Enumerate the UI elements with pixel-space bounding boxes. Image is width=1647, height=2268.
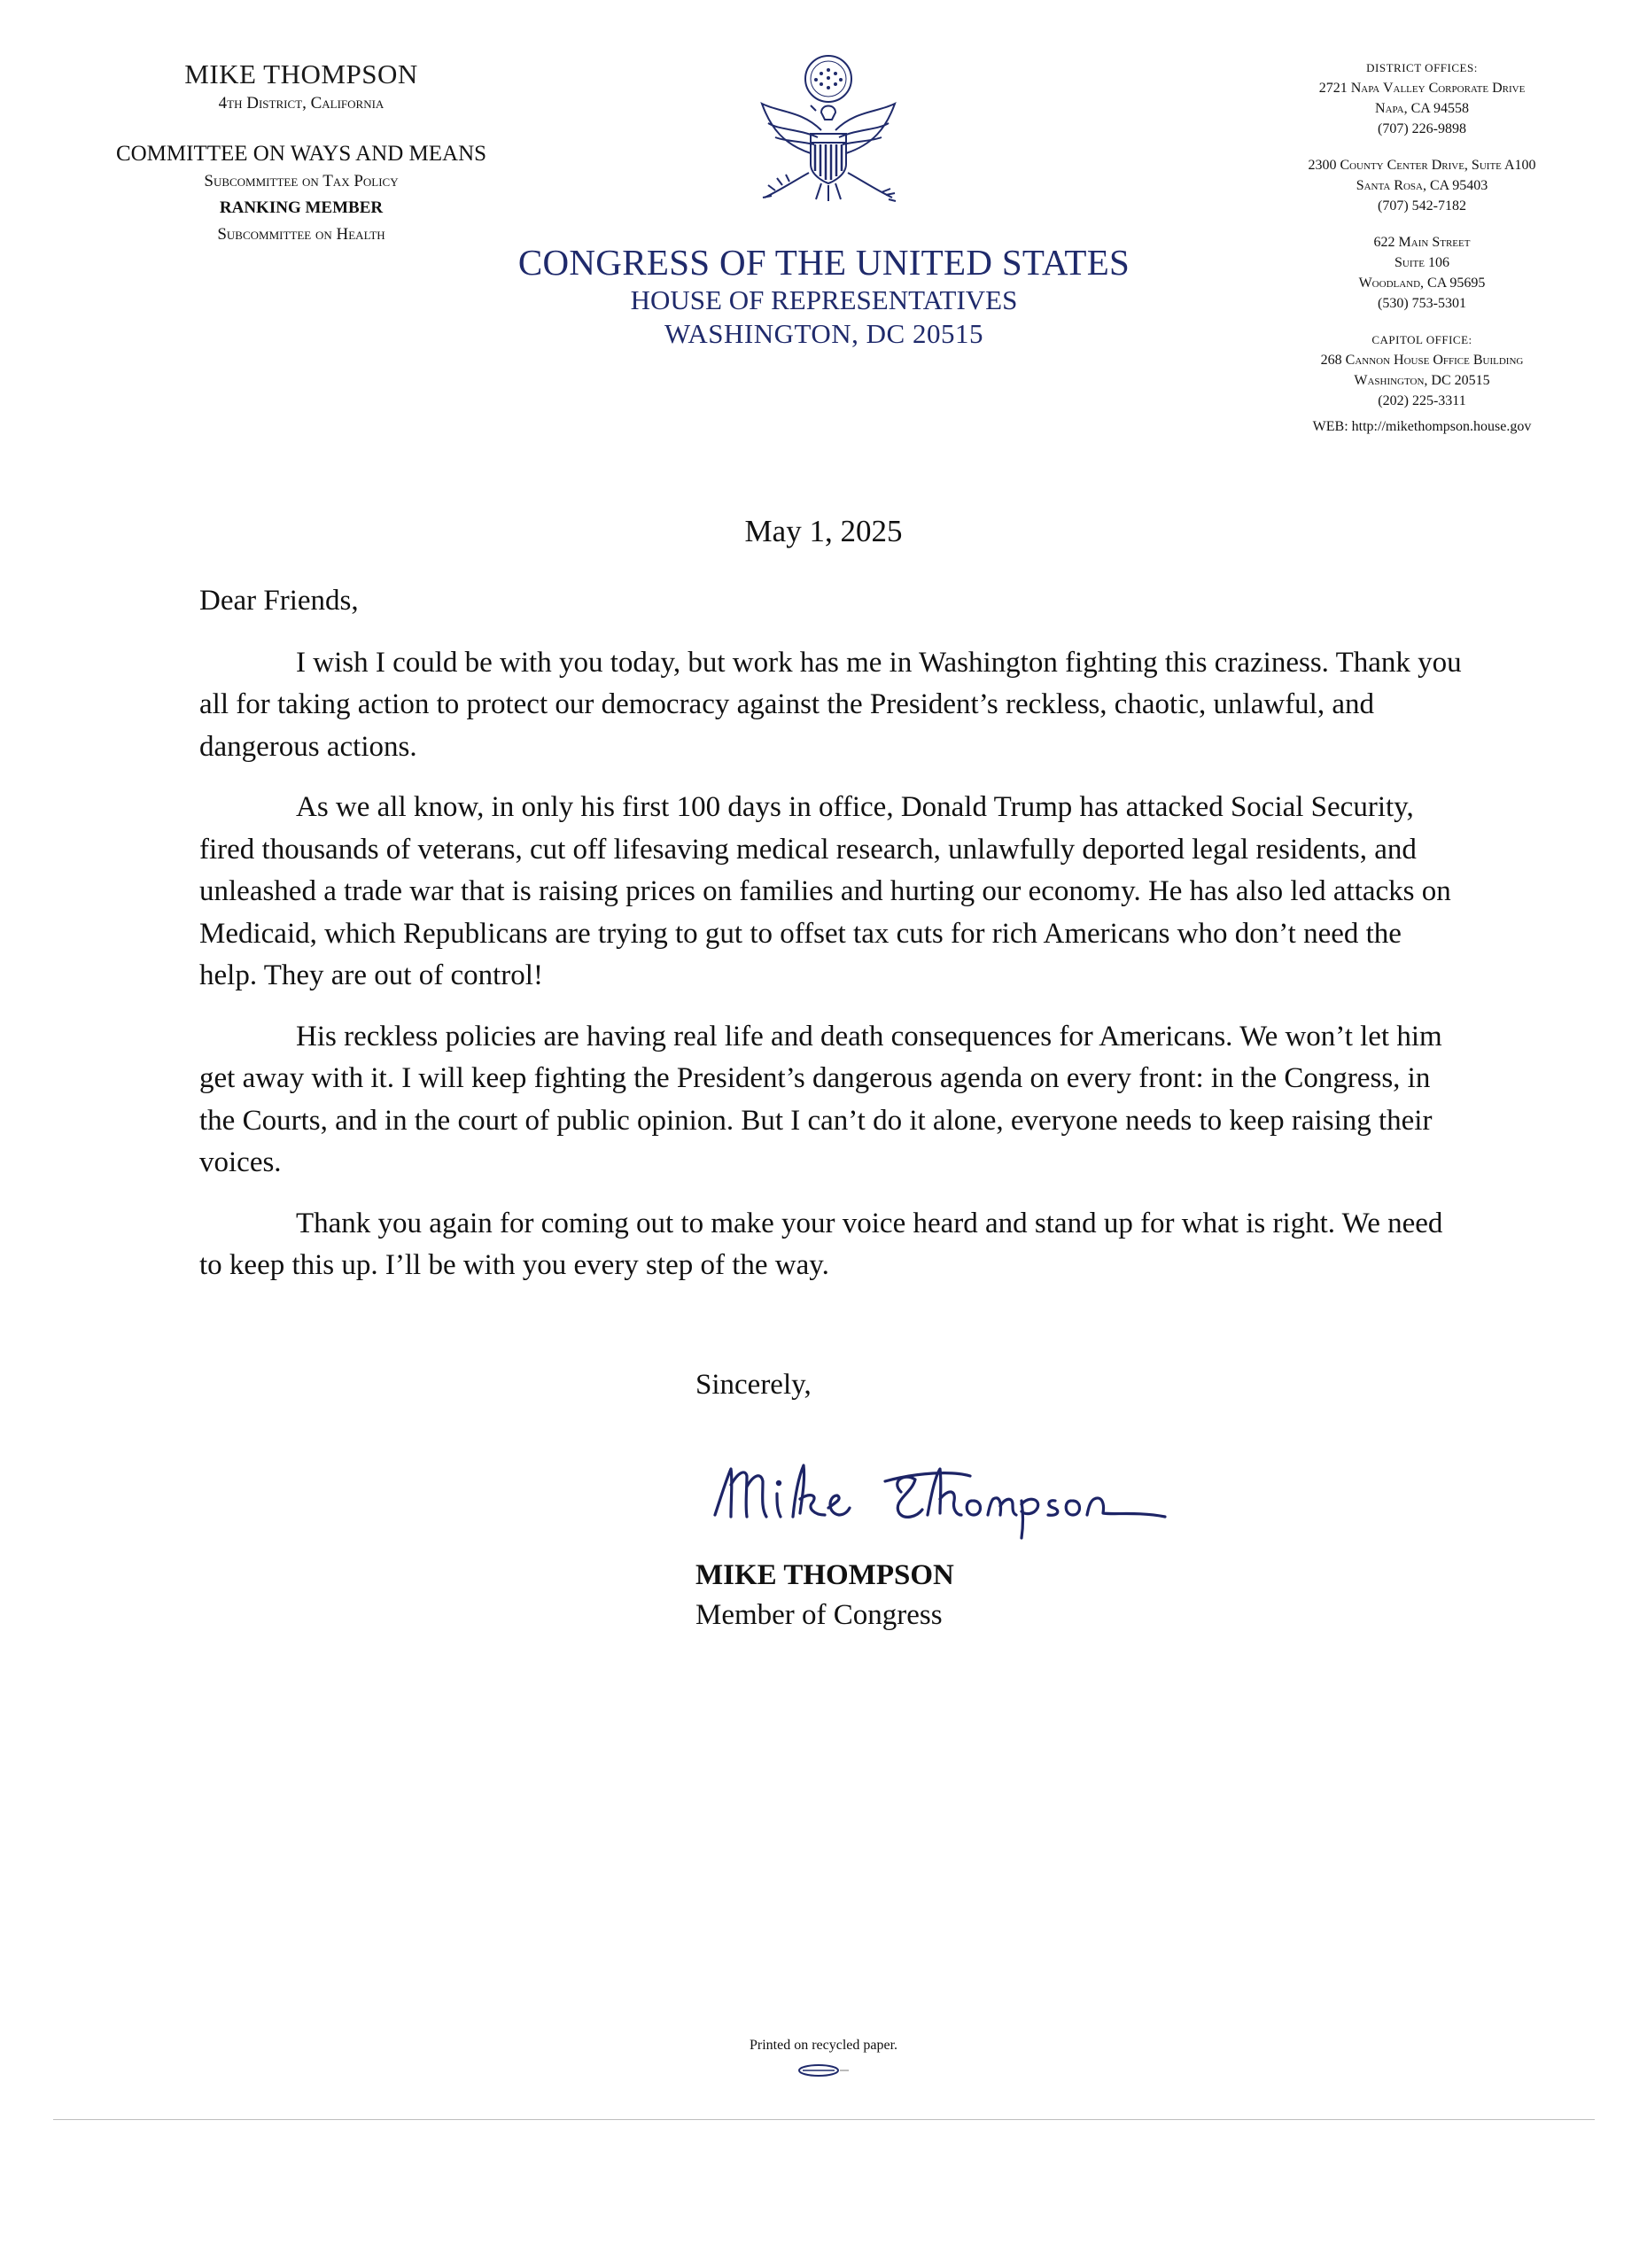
office-city-line: Woodland, CA 95695 <box>1358 276 1486 291</box>
letter-body <box>199 580 1466 1306</box>
office-city-line: Santa Rosa, CA 95403 <box>1356 178 1488 193</box>
committee: COMMITTEE ON WAYS AND MEANS <box>115 142 487 166</box>
office-address-line: 2721 Napa Valley Corporate Drive <box>1318 81 1526 96</box>
great-seal-icon <box>740 49 917 226</box>
footer-divider <box>53 2119 1595 2120</box>
office-address-line: 622 Main Street <box>1373 235 1471 250</box>
house-title: HOUSE OF REPRESENTATIVES <box>630 284 1018 315</box>
office-napa <box>1227 58 1617 139</box>
congress-title: CONGRESS OF THE UNITED STATES <box>517 242 1130 283</box>
member-name: MIKE THOMPSON <box>184 58 418 89</box>
letterhead-left <box>53 58 549 248</box>
letterhead-center <box>470 241 1178 351</box>
office-address-line: 268 Cannon House Office Building <box>1320 353 1524 368</box>
signature <box>695 1446 1174 1543</box>
office-address-line: 2300 County Center Drive, Suite A100 <box>1308 158 1536 173</box>
closing: Sincerely, <box>695 1369 812 1401</box>
capitol-office-header: CAPITOL OFFICE: <box>1371 333 1472 346</box>
office-phone: (202) 225-3311 <box>1378 393 1466 408</box>
office-woodland <box>1227 232 1617 314</box>
office-addresses <box>1227 58 1617 437</box>
subcommittee-tax: Subcommittee on Tax Policy <box>204 172 399 190</box>
paragraph: As we all know, in only his first 100 days in office, Donald Trump has attacked Social Security, fired thousands of veterans, cut off lifesaving medical research, unlawfully deported legal residents, and unleashed a trade war that is raising prices on families and hurting our economy. He has also led attacks on Medicaid, which Republicans are trying to gut to offset tax cuts for rich Americans who don’t need the help. They are out of control! <box>199 791 1451 991</box>
office-capitol <box>1227 330 1617 411</box>
salutation: Dear Friends, <box>199 585 359 617</box>
office-suite-line: Suite 106 <box>1395 255 1449 270</box>
paragraph: Thank you again for coming out to make your voice heard and stand up for what is right. We need to keep this up. I’ll be with you every step of the way. <box>199 1207 1443 1281</box>
district-offices-header: DISTRICT OFFICES: <box>1366 61 1478 74</box>
office-phone: (707) 542-7182 <box>1378 198 1466 214</box>
ranking-member: RANKING MEMBER <box>219 198 384 217</box>
office-city-line: Washington, DC 20515 <box>1354 373 1490 388</box>
washington-address: WASHINGTON, DC 20515 <box>664 318 983 349</box>
signer-name: MIKE THOMPSON <box>695 1559 954 1591</box>
subcommittee-health: Subcommittee on Health <box>217 225 385 244</box>
paragraph: I wish I could be with you today, but work has me in Washington fighting this craziness. Thank you all for taking action to protect our democracy against the President’s reckless, chaotic, unlawful, and dangerous actions. <box>199 646 1462 763</box>
office-santa-rosa <box>1227 155 1617 216</box>
office-phone: (707) 226-9898 <box>1378 121 1466 136</box>
signer-title: Member of Congress <box>695 1599 943 1631</box>
recycled-paper-note: Printed on recycled paper. <box>749 2038 898 2053</box>
letter-date: May 1, 2025 <box>744 514 903 548</box>
office-phone: (530) 753-5301 <box>1378 296 1466 311</box>
recycle-logo-icon <box>796 2062 851 2078</box>
website-link[interactable]: WEB: http://mikethompson.house.gov <box>1312 419 1532 434</box>
district: 4th District, California <box>218 94 385 113</box>
paragraph: His reckless policies are having real life and death consequences for Americans. We won’t let him get away with it. I will keep fighting the President’s dangerous agenda on every front: in the Congress, in the Courts, and in the court of public opinion. But I can’t do it alone, everyone needs to keep raising their voices. <box>199 1020 1442 1178</box>
office-city-line: Napa, CA 94558 <box>1375 101 1469 116</box>
